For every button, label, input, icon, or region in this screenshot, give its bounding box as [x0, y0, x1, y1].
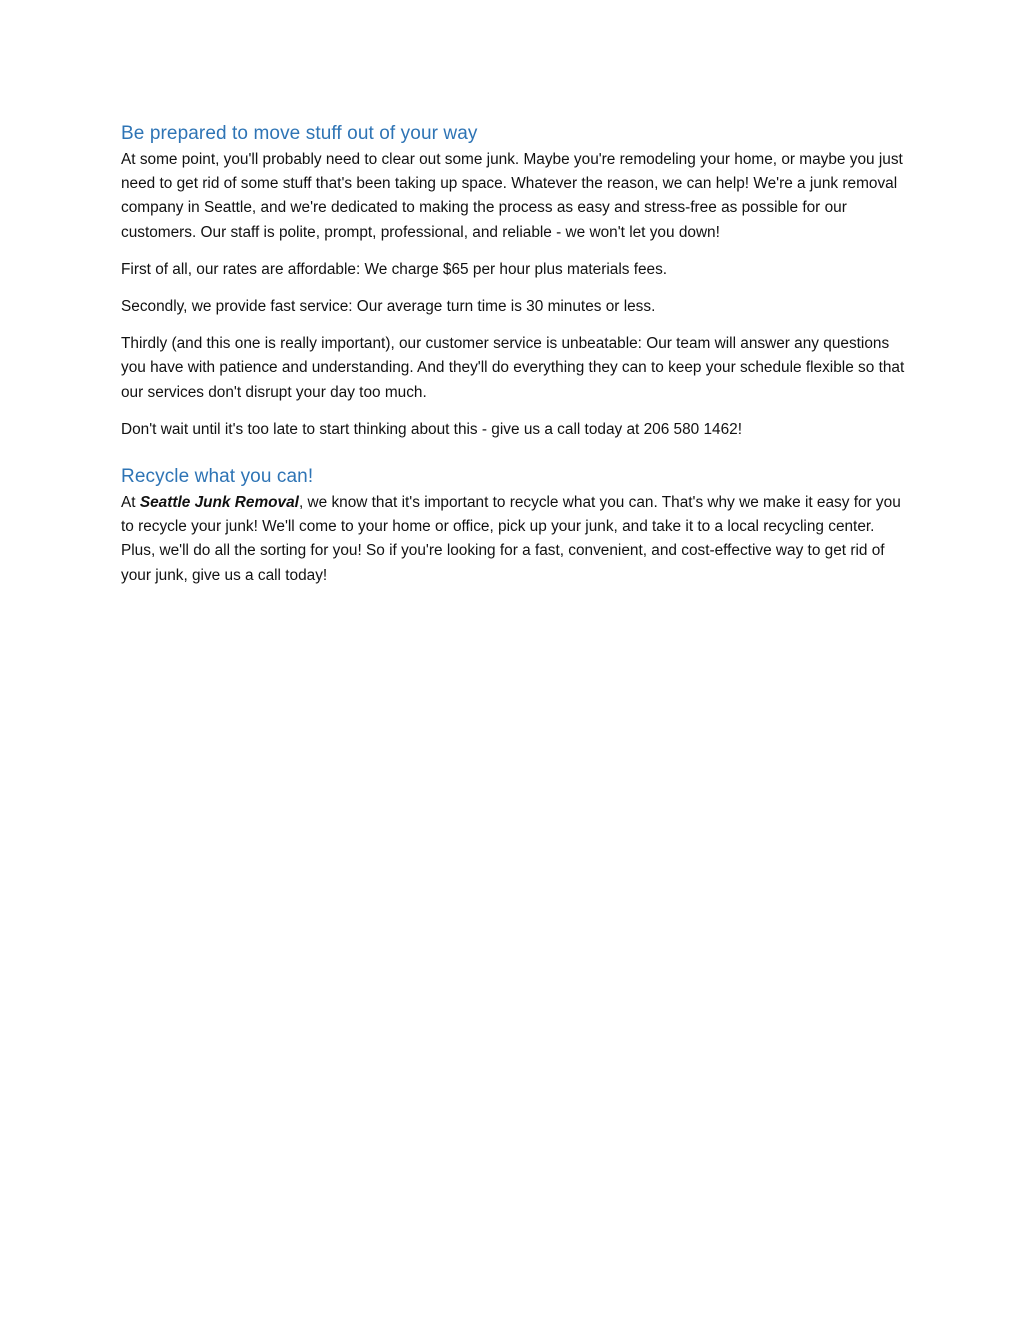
paragraph-fast-service: Secondly, we provide fast service: Our average turn time is 30 minutes or less.	[121, 298, 656, 316]
paragraph-call-to-action: Don't wait until it's too late to start thinking about this - give us a call today at 206 580 1462!	[121, 420, 743, 438]
paragraph-rates: First of all, our rates are affordable: We charge $65 per hour plus materials fees.	[121, 260, 668, 278]
paragraph-recycle	[121, 491, 911, 588]
section-move-stuff	[121, 120, 911, 442]
document-page	[121, 120, 911, 601]
brand-name: Seattle Junk Removal	[139, 494, 299, 512]
recycle-intro-prefix: At	[121, 494, 140, 512]
section-recycle	[121, 463, 911, 588]
paragraph-customer-service: Thirdly (and this one is really important), our customer service is unbeatable: Our team will answer any questions you have with patience and understanding. And they'll do everything they can to keep your schedule flexible so that our services don't disrupt your day too much.	[121, 335, 905, 401]
paragraph-intro: At some point, you'll probably need to clear out some junk. Maybe you're remodeling your home, or maybe you just need to get rid of some stuff that's been taking up space. Whatever the reason, we can help! We're a junk removal company in Seattle, and we're dedicated to making the process as easy and stress-free as possible for our customers. Our staff is polite, prompt, professional, and reliable - we won't let you down!	[121, 151, 903, 241]
heading-move-stuff: Be prepared to move stuff out of your way	[121, 123, 478, 144]
heading-recycle: Recycle what you can!	[121, 466, 314, 488]
recycle-intro-rest: , we know that it's important to recycle what you can. That's why we make it easy for you to recycle your junk! We'll come to your home or office, pick up your junk, and take it to a local recycling center. Plus, we'll do all the sorting for you! So if you're looking for a fast, convenient, and cost-effective way to get rid of your junk, give us a call today!	[121, 494, 901, 584]
